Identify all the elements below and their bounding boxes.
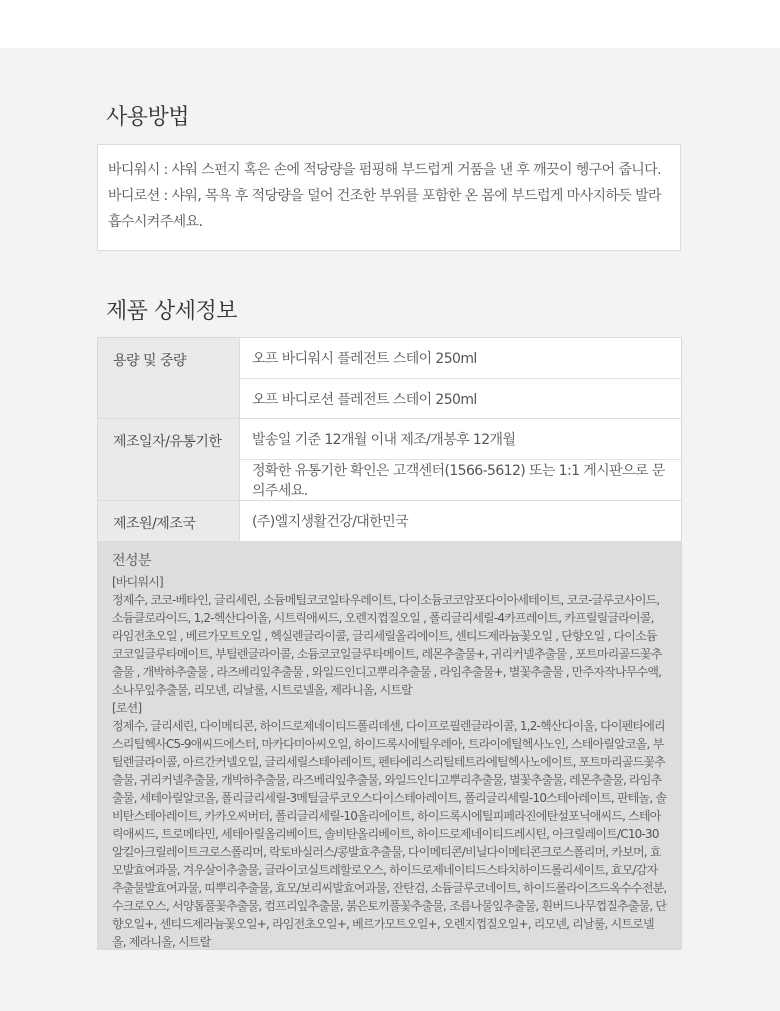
- usage-line-body-lotion: 바디로션 : 샤워, 목욕 후 적당량을 덜어 건조한 부위를 포함한 온 몸에 부드럽게 마사지하듯 발라 흡수시켜주세요.: [108, 188, 661, 230]
- row-label: 용량 및 중량: [98, 338, 240, 418]
- row-manufacture-date: [98, 419, 681, 501]
- row-label: 제조일자/유통기한: [98, 419, 240, 500]
- ingredients-wash-header: [바디워시]: [112, 575, 163, 589]
- row-value: (주)엘지생활건강/대한민국: [252, 514, 409, 530]
- row-values: [240, 501, 681, 541]
- row-value: 정확한 유통기한 확인은 고객센터(1566-5612) 또는 1:1 게시판으로 문의주세요.: [240, 459, 681, 500]
- detail-section-title: 제품 상세정보: [106, 299, 238, 324]
- usage-box: [97, 144, 681, 251]
- usage-line-body-wash: 바디워시 : 샤워 스펀지 혹은 손에 적당량을 펌핑해 부드럽게 거품을 낸 후 깨끗이 헹구어 줍니다.: [108, 162, 661, 178]
- row-value: 발송일 기준 12개월 이내 제조/개봉후 12개월: [252, 432, 516, 448]
- ingredients-wash-text: 정제수, 코코-베타인, 글리세린, 소듐메틸코코일타우레이트, 다이소듐코코암포다이아세테이트, 코코-글루코사이드, 소듐클로라이드, 1,2-헥산다이올, 시트릭애씨드, 오렌지껍질오일 , 폴리글리세릴-4카프레이트, 카프릴릴글라이콜, 라임전초오일 , 베르가모트오일 , 헥실렌글라이콜, 글리세릴올리에이트, 센티드제라늄꽃오일 , 단향오일 , 다이소듐코코일글루타메이트, 부틸렌글라이콜, 소듐코코일글루타메이트, 레몬추출물+, 귀리커넬추출물 , 포트마리골드꽃추출물 , 개박하추출물 , 라즈베리잎추출물 , 와일드인디고뿌리추출물 , 라임추출물+, 별꽃추출물 , 만주자작나무수액, 소나무잎추출물, 리모넨, 리날룰, 시트로넬올, 제라니올, 시트랄: [112, 593, 662, 697]
- row-capacity: [98, 338, 681, 419]
- row-values: [240, 419, 681, 500]
- ingredients-lotion-header: [로션]: [112, 701, 142, 715]
- ingredients-lotion-text: 정제수, 글리세린, 다이메티콘, 하이드로제네이티드폴리데센, 다이프로필렌글라이콜, 1,2-헥산다이올, 다이펜타에리스리틸헥사C5-9애씨드에스터, 마카다미아씨오일, 하이드록시에틸우레아, 트라이에틸헥사노인, 스테아릴알코올, 부틸렌글라이콜, 아르간커넬오일, 글리세릴스테아레이트, 펜타에리스리틸테트라에틸헥사노에이트, 포트마리골드꽃추출물, 귀리커넬추출물, 개박하추출물, 라즈베리잎추출물, 와일드인디고뿌리추출물, 별꽃추출물, 레몬추출물, 라임추출물, 세테아릴알코올, 폴리글리세릴-3메틸글루코오스다이스테아레이트, 폴리글리세릴-10스테아레이트, 판테놀, 솔비탄스테아레이트, 카카오씨버터, 폴리글리세릴-10올리에이트, 하이드록시에틸피페라진에탄설포닉애씨드, 스테아릭애씨드, 트로메타민, 세테아릴올리베이트, 솔비탄올리베이트, 하이드로제네이티드레시틴, 아크릴레이트/C10-30알킬아크릴레이트크로스폴리머, 락토바실러스/콩발효추출물, 다이메티콘/비닐다이메티콘크로스폴리머, 카보머, 효모발효여과물, 겨우살이추출물, 글라이코실트레할로오스, 하이드로제네이티드스타치하이드롤리세이트, 효모/감자추출물발효여과물, 띠뿌리추출물, 효모/보리씨발효여과물, 잔탄검, 소듐글루코네이트, 하이드롤라이즈드옥수수전분, 수크로오스, 서양톱풀꽃추출물, 컴프리잎추출물, 붉은토끼풀꽃추출물, 조름나물잎추출물, 흰버드나무껍질추출물, 단향오일+, 센티드제라늄꽃오일+, 라임전초오일+, 베르가모트오일+, 오렌지껍질오일+, 리모넨, 리날룰, 시트로넬올, 제라니올, 시트랄: [112, 719, 667, 949]
- ingredients-block: [98, 542, 681, 949]
- row-values: [240, 338, 681, 418]
- product-detail-table: [97, 337, 682, 950]
- row-value: 오프 바디로션 플레전트 스테이 250ml: [240, 378, 681, 418]
- usage-section-title: 사용방법: [106, 105, 190, 130]
- row-value: 오프 바디워시 플레전트 스테이 250ml: [252, 351, 477, 367]
- row-manufacturer: [98, 501, 681, 542]
- ingredients-title: 전성분: [112, 553, 152, 569]
- row-label: 제조원/제조국: [98, 501, 240, 541]
- top-band: [0, 0, 780, 48]
